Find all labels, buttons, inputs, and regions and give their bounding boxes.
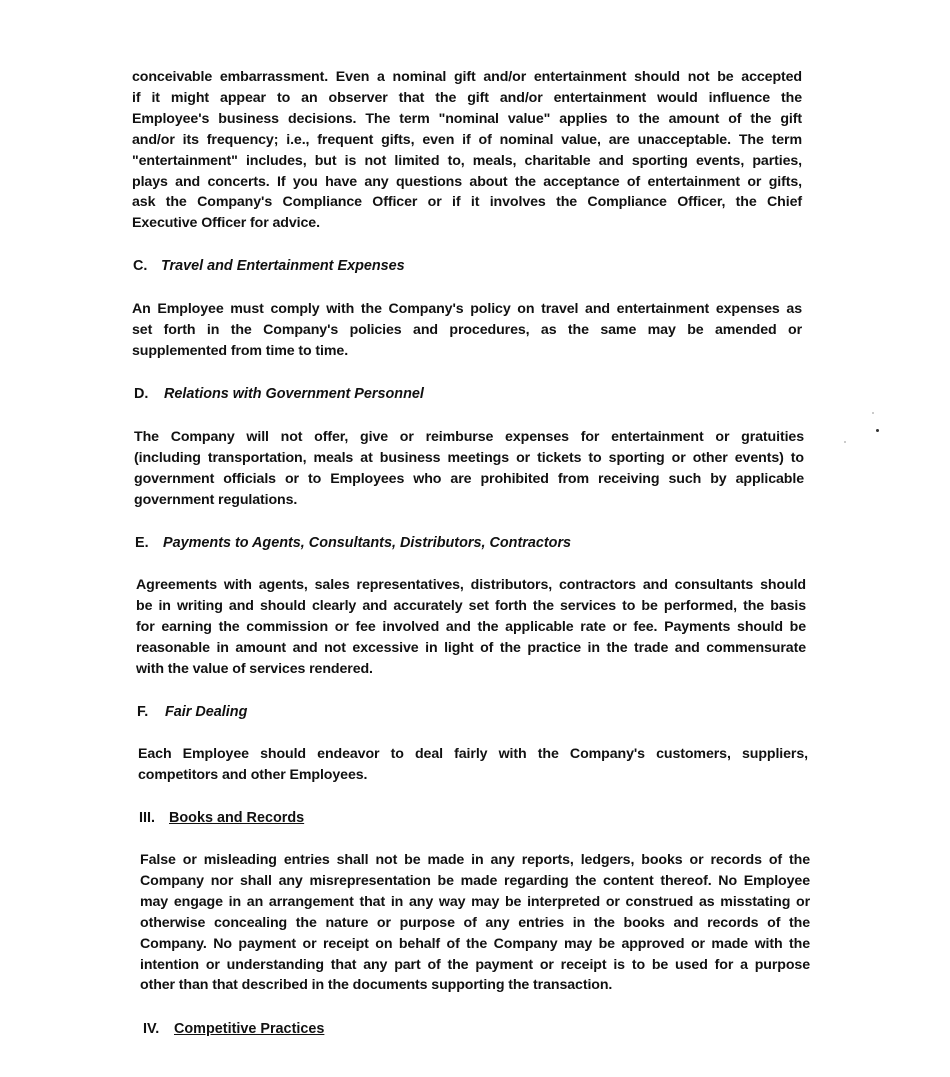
paragraph-line: with the value of services rendered. [136,660,373,677]
section-iii-heading [139,808,304,828]
paragraph-line: False or misleading entries shall not be made in any reports, ledgers, books or records of the [140,852,810,868]
paragraph-line: government regulations. [134,491,298,508]
section-c-title: Travel and Entertainment Expenses [161,258,405,274]
paragraph-line: reasonable in amount and not excessive in light of the practice in the trade and commensurate [136,639,806,656]
paragraph-line: for earning the commission or fee involved and the applicable rate or fee. Payments should be [136,618,806,635]
intro-paragraph [132,67,802,234]
paragraph-line: "entertainment" includes, but is not limited to, meals, charitable and sporting events, parties, [132,152,802,169]
section-f-heading [137,702,247,722]
paragraph-line: ask the Company's Compliance Officer or if it involves the Compliance Officer, the Chief [132,194,802,211]
scan-speck [876,429,879,432]
paragraph-line: be in writing and should clearly and accurately set forth the services to be performed, the basis [136,597,806,614]
paragraph-line: Each Employee should endeavor to deal fairly with the Company's customers, suppliers, [138,746,808,762]
section-d-title: Relations with Government Personnel [164,386,424,402]
paragraph-line: Company nor shall any misrepresentation be made regarding the content thereof. No Employee [140,872,810,889]
paragraph-line: conceivable embarrassment. Even a nominal gift and/or entertainment should not be accepted [132,69,802,85]
section-e-label: E. [135,535,149,551]
section-iii-paragraph [140,850,810,996]
section-f-label: F. [137,704,149,720]
section-c-label: C. [133,258,148,274]
scan-speck [844,441,846,443]
paragraph-line: government officials or to Employees who are prohibited from receiving such by applicable [134,470,804,487]
paragraph-line: otherwise concealing the nature or purpose of any entries in the books and records of the [140,914,810,931]
section-f-title: Fair Dealing [165,704,248,720]
paragraph-line: (including transportation, meals at business meetings or tickets to sporting or other events) to [134,449,804,466]
paragraph-line: set forth in the Company's policies and procedures, as the same may be amended or [132,321,802,338]
paragraph-line: may engage in an arrangement that in any way may be interpreted or construed as misstating or [140,893,810,910]
section-iii-label: III. [139,810,155,826]
section-iv-heading [143,1019,324,1039]
section-e-heading [135,533,571,553]
section-d-paragraph [134,427,804,511]
paragraph-line: intention or understanding that any part of the payment or receipt is to be used for a purpose [140,956,810,973]
section-d-label: D. [134,386,149,402]
paragraph-line: The Company will not offer, give or reimburse expenses for entertainment or gratuities [134,429,804,445]
paragraph-line: if it might appear to an observer that the gift and/or entertainment would influence the [132,89,802,106]
paragraph-line: Executive Officer for advice. [132,215,320,232]
paragraph-line: competitors and other Employees. [138,766,368,783]
section-e-title: Payments to Agents, Consultants, Distributors, Contractors [163,535,572,551]
section-iii-title: Books and Records [169,810,305,826]
scan-speck [872,412,874,414]
paragraph-line: Agreements with agents, sales representatives, distributors, contractors and consultants should [136,577,806,593]
section-iv-label: IV. [143,1021,160,1037]
section-e-paragraph [136,575,806,680]
paragraph-line: and/or its frequency; i.e., frequent gifts, even if of nominal value, are unacceptable. The term [132,131,802,148]
paragraph-line: supplemented from time to time. [132,342,349,359]
paragraph-line: Employee's business decisions. The term "nominal value" applies to the amount of the gift [132,110,802,127]
paragraph-line: other than that described in the documents supporting the transaction. [140,977,613,994]
paragraph-line: Company. No payment or receipt on behalf of the Company may be approved or made with the [140,935,810,952]
section-f-paragraph [138,744,808,786]
section-d-heading [134,384,424,404]
paragraph-line: An Employee must comply with the Company's policy on travel and entertainment expenses as [132,301,802,317]
paragraph-line: plays and concerts. If you have any questions about the acceptance of entertainment or gifts, [132,173,802,190]
section-c-paragraph [132,299,802,362]
section-c-heading [133,256,405,276]
section-iv-title: Competitive Practices [174,1021,325,1037]
